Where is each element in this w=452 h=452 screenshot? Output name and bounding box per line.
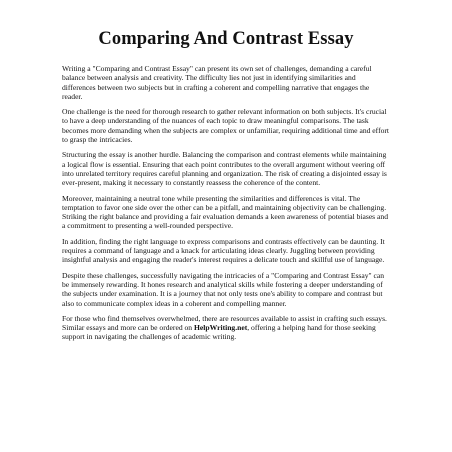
paragraph-tone: Moreover, maintaining a neutral tone while presenting the similarities and differences is vital. The temptation to favor one side over the other can be a pitfall, and maintaining objectivity can be challenging. Striking the right balance and providing a fair evaluation demands a keen awareness of potential biases and a commitment to presenting a well-rounded perspective. (62, 193, 389, 231)
paragraph-rewards: Despite these challenges, successfully navigating the intricacies of a "Comparing and Contrast Essay" can be immensely rewarding. It hones research and analytical skills while fostering a deeper understanding of the subjects under examination. It is a journey that not only tests one's ability to compare and contrast but also to communicate complex ideas in a coherent and compelling manner. (62, 270, 385, 308)
paragraph-language: In addition, finding the right language to express comparisons and contrasts effectively can be daunting. It requires a command of language and a knack for articulating ideas clearly. Juggling between providing insightful analysis and engaging the reader's interest requires a delicate touch and skillful use of language. (62, 236, 385, 265)
paragraph-resources (62, 314, 390, 342)
resources-text-before: For those who find themselves overwhelmed, there are resources available to assist in crafting such essays. Similar essays and more can be ordered on (62, 313, 387, 333)
resources-text-after: , offering a helping hand for those seeking support in navigating the challenges of academic writing. (62, 323, 376, 342)
paragraph-structure: Structuring the essay is another hurdle. Balancing the comparison and contrast elements while maintaining a logical flow is essential. Ensuring that each point contributes to the overall argument without veering off into unrelated territory requires careful planning and organization. The risk of creating a disjointed essay is ever-present, making it necessary to constantly reassess the coherence of the content. (62, 150, 387, 188)
paragraph-research: One challenge is the need for thorough research to gather relevant information on both subjects. It's crucial to have a deep understanding of the nuances of each topic to draw meaningful comparisons. The task becomes more demanding when the subjects are complex or unfamiliar, requiring additional time and effort to grasp the intricacies. (62, 107, 390, 145)
paragraph-intro: Writing a "Comparing and Contrast Essay" can present its own set of challenges, demanding a careful balance between analysis and creativity. The difficulty lies not just in identifying similarities and differences between two subjects but in crafting a coherent and compelling narrative that engages the reader. (62, 64, 372, 101)
page-title: Comparing And Contrast Essay (98, 29, 354, 49)
brand-link[interactable]: HelpWriting.net (194, 323, 248, 333)
